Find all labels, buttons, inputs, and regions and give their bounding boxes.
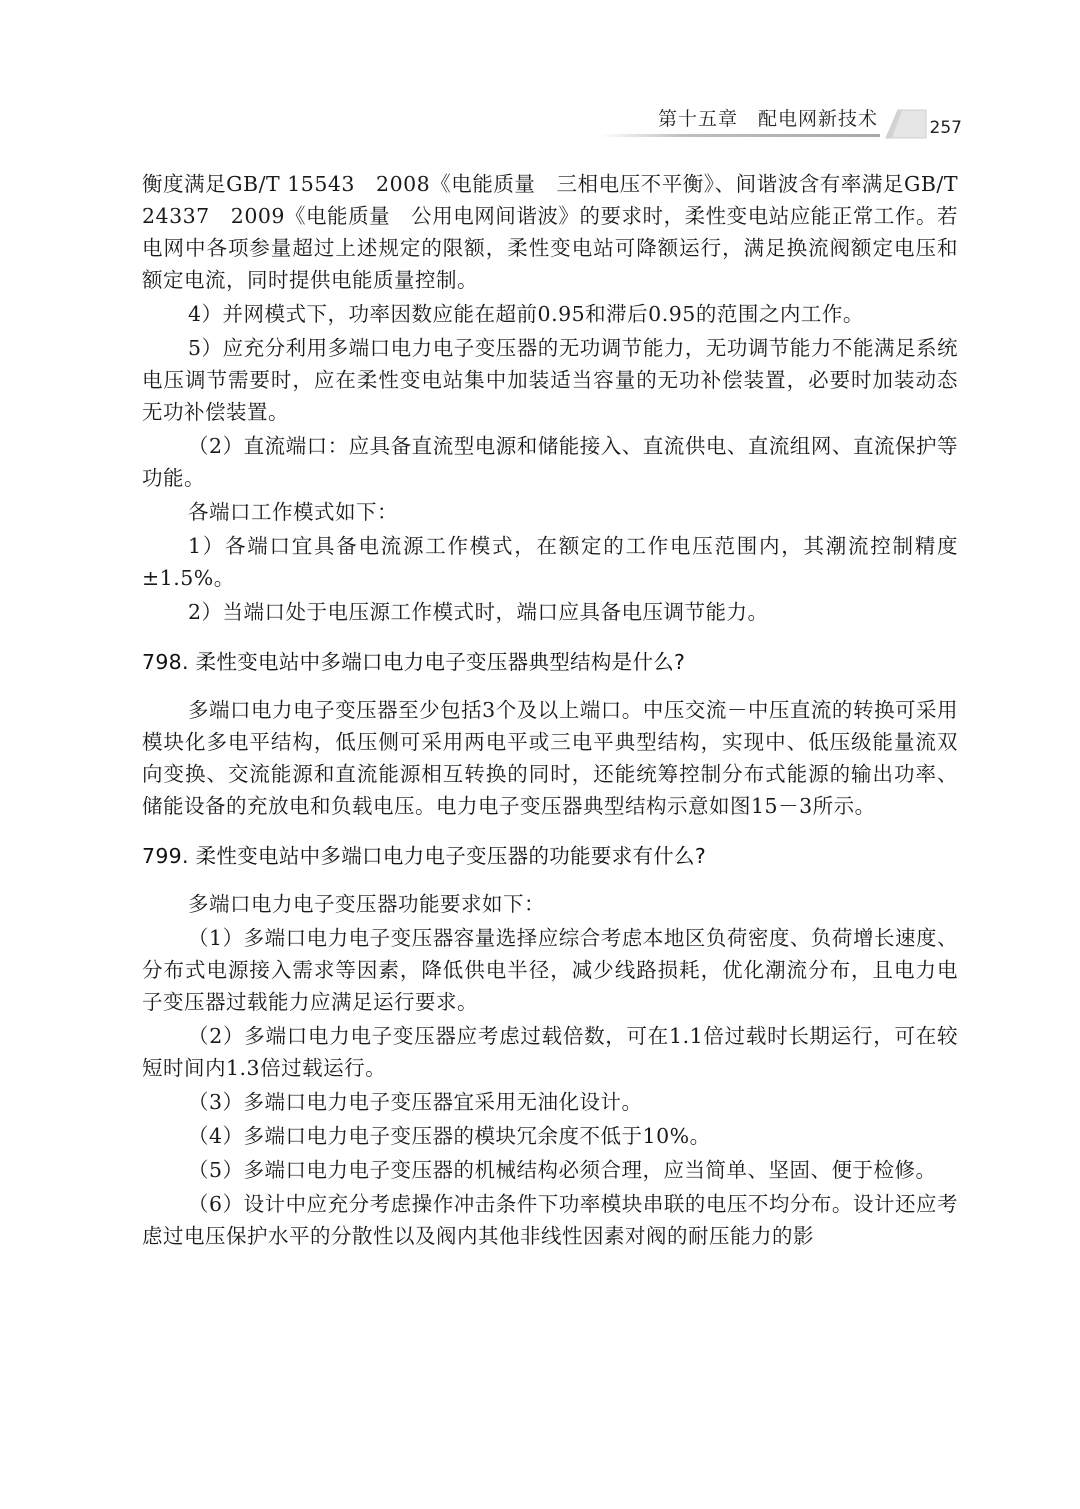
- header-title: [658, 104, 878, 131]
- running-header: [140, 104, 970, 148]
- paragraph: （5）多端口电力电子变压器的机械结构必须合理，应当简单、坚固、便于检修。: [188, 1158, 937, 1182]
- paragraph: （6）设计中应充分考虑操作冲击条件下功率模块串联的电压不均分布。设计还应考虑过电压保护水平的分散性以及阀内其他非线性因素对阀的耐压能力的影: [142, 1192, 958, 1248]
- paragraph: 多端口电力电子变压器功能要求如下：: [188, 892, 545, 916]
- page-tab-icon: [884, 106, 928, 140]
- header-rule: [600, 134, 880, 137]
- paragraph: （2）多端口电力电子变压器应考虑过载倍数，可在1.1倍过载时长期运行，可在较短时间内1.3倍过载运行。: [142, 1024, 958, 1080]
- paragraph: 5）应充分利用多端口电力电子变压器的无功调节能力，无功调节能力不能满足系统电压调节需要时，应在柔性变电站集中加装适当容量的无功补偿装置，必要时加装动态无功补偿装置。: [142, 336, 958, 424]
- paragraph: 各端口工作模式如下：: [188, 500, 398, 524]
- paragraph: 2）当端口处于电压源工作模式时，端口应具备电压调节能力。: [188, 600, 769, 624]
- chapter-label: 第十五章: [657, 108, 738, 130]
- paragraph: （4）多端口电力电子变压器的模块冗余度不低于10%。: [188, 1124, 711, 1148]
- paragraph: 多端口电力电子变压器至少包括3个及以上端口。中压交流－中压直流的转换可采用模块化多电平结构，低压侧可采用两电平或三电平典型结构，实现中、低压级能量流双向变换、交流能源和直流能源相互转换的同时，还能统筹控制分布式能源的输出功率、储能设备的充放电和负载电压。电力电子变压器典型结构示意如图15－3所示。: [142, 698, 958, 818]
- question-heading: 798. 柔性变电站中多端口电力电子变压器典型结构是什么?: [142, 650, 686, 674]
- paragraph: （1）多端口电力电子变压器容量选择应综合考虑本地区负荷密度、负荷增长速度、分布式电源接入需求等因素，降低供电半径，减少线路损耗，优化潮流分布，且电力电子变压器过载能力应满足运行要求。: [142, 926, 958, 1014]
- page-number: 257: [929, 118, 962, 138]
- paragraph: （2）直流端口：应具备直流型电源和储能接入、直流供电、直流组网、直流保护等功能。: [142, 434, 958, 490]
- question-heading: 799. 柔性变电站中多端口电力电子变压器的功能要求有什么?: [142, 844, 707, 868]
- chapter-title: 配电网新技术: [757, 108, 878, 130]
- paragraph: 1）各端口宜具备电流源工作模式，在额定的工作电压范围内，其潮流控制精度±1.5%。: [142, 534, 958, 590]
- body-text: [142, 168, 958, 1254]
- paragraph: 衡度满足GB/T 15543 2008《电能质量 三相电压不平衡》、间谐波含有率满足GB/T 24337 2009《电能质量 公用电网间谐波》的要求时，柔性变电站应能正常工作。若电网中各项参量超过上述规定的限额，柔性变电站可降额运行，满足换流阀额定电压和额定电流，同时提供电能质量控制。: [142, 172, 958, 292]
- paragraph: （3）多端口电力电子变压器宜采用无油化设计。: [188, 1090, 643, 1114]
- paragraph: 4）并网模式下，功率因数应能在超前0.95和滞后0.95的范围之内工作。: [188, 302, 864, 326]
